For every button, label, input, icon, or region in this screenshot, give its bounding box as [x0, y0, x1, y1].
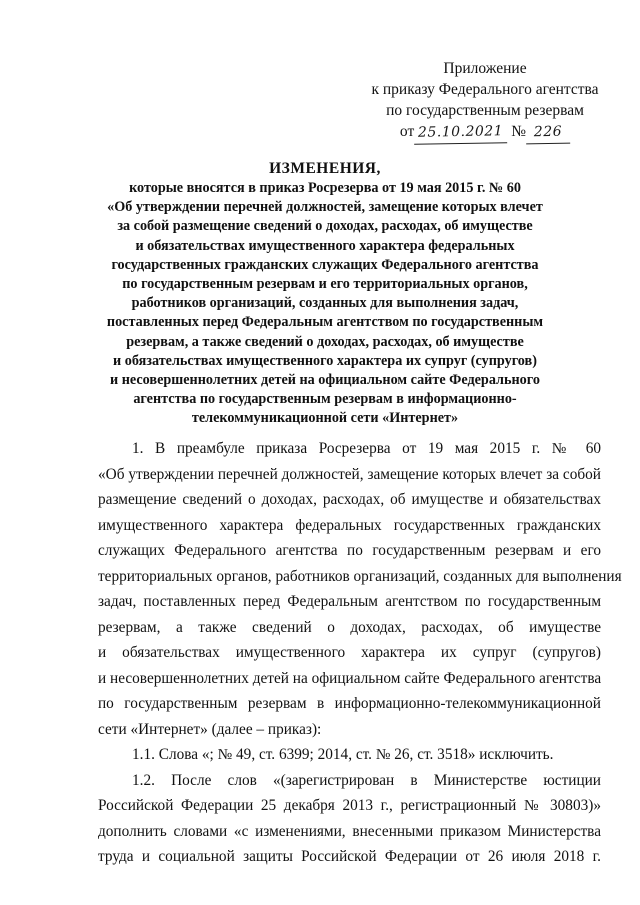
title-line: государственных гражданских служащих Федерального агентства: [111, 256, 539, 273]
title-line: агентства по государственным резервам в информационно-: [133, 391, 517, 408]
title-line: работников организаций, созданных для выполнения задач,: [131, 295, 519, 312]
title-line: и обязательствах имущественного характера федеральных: [135, 237, 515, 254]
paragraph-1-line: размещение сведений о доходах, расходах, об имуществе и обязательствах: [98, 491, 601, 508]
paragraph-1-line: сети «Интернет» (далее – приказ):: [98, 720, 322, 738]
paragraph-1-line: 1. В преамбуле приказа Росрезерва от 19 мая 2015 г. № 60: [132, 440, 601, 457]
appendix-date-number: [360, 121, 610, 144]
document-title: [70, 158, 580, 429]
title-line: резервам, а также сведений о доходах, расходах, об имуществе: [126, 333, 524, 350]
title-line: за собой размещение сведений о доходах, расходах, об имуществе: [117, 218, 533, 235]
paragraph-1-line: и несовершеннолетних детей на официальном сайте Федерального агентства: [98, 669, 602, 687]
paragraph-1-line: по государственным резервам в информационно-телекоммуникационной: [98, 695, 601, 712]
title-line: поставленных перед Федеральным агентством по государственным: [106, 314, 544, 331]
paragraph-1-line: задач, поставленных перед Федеральным агентством по государственным: [98, 593, 601, 610]
paragraph-1-line: имущественного характера федеральных государственных гражданских: [98, 516, 601, 534]
paragraph-1-2-line: дополнить словами «с изменениями, внесенными приказом Министерства: [98, 822, 601, 840]
number-sign: №: [511, 123, 527, 140]
paragraph-1-2-line: 1.2. После слов «(зарегистрирован в Министерстве юстиции: [132, 771, 601, 789]
title-line: телекоммуникационной сети «Интернет»: [191, 410, 459, 427]
title-line: «Об утверждении перечней должностей, замещение которых влечет: [107, 199, 543, 216]
appendix-block: [360, 58, 610, 144]
title-line: которые вносятся в приказ Росрезерва от 19 мая 2015 г. № 60: [129, 180, 521, 196]
title-line: и обязательствах имущественного характера их супруг (супругов): [113, 352, 537, 369]
title-line: по государственным резервам и его территориальных органов,: [122, 276, 528, 293]
handwritten-number: 226: [526, 122, 570, 145]
handwritten-date: 25.10.2021: [414, 121, 508, 145]
title-heading: ИЗМЕНЕНИЯ,: [269, 160, 381, 177]
paragraph-1-line: резервам, а также сведений о доходах, расходах, об имуществе: [98, 618, 601, 636]
paragraph-1-line: территориальных органов, работников организаций, созданных для выполнения: [98, 567, 622, 585]
appendix-order-ref: к приказу Федерального агентства: [371, 81, 599, 98]
paragraph-1-2-line: Российской Федерации 25 декабря 2013 г., регистрационный № 30803)»: [98, 797, 601, 814]
paragraph-1-2-line: труда и социальной защиты Российской Федерации от 26 июля 2018 г.: [98, 848, 601, 865]
paragraph-1-1: 1.1. Слова «; № 49, ст. 6399; 2014, ст. № 26, ст. 3518» исключить.: [132, 746, 554, 763]
date-prefix: от: [399, 123, 415, 140]
title-line: и несовершеннолетних детей на официальном сайте Федерального: [110, 372, 540, 389]
appendix-agency: по государственным резервам: [386, 102, 584, 119]
paragraph-1-line: и обязательствах имущественного характера их супруг (супругов): [98, 644, 601, 661]
document-body: [98, 436, 622, 870]
appendix-title: Приложение: [443, 60, 527, 77]
paragraph-1-line: служащих Федерального агентства по государственным резервам и его: [98, 542, 601, 559]
paragraph-1-line: «Об утверждении перечней должностей, замещение которых влечет за собой: [98, 465, 601, 483]
